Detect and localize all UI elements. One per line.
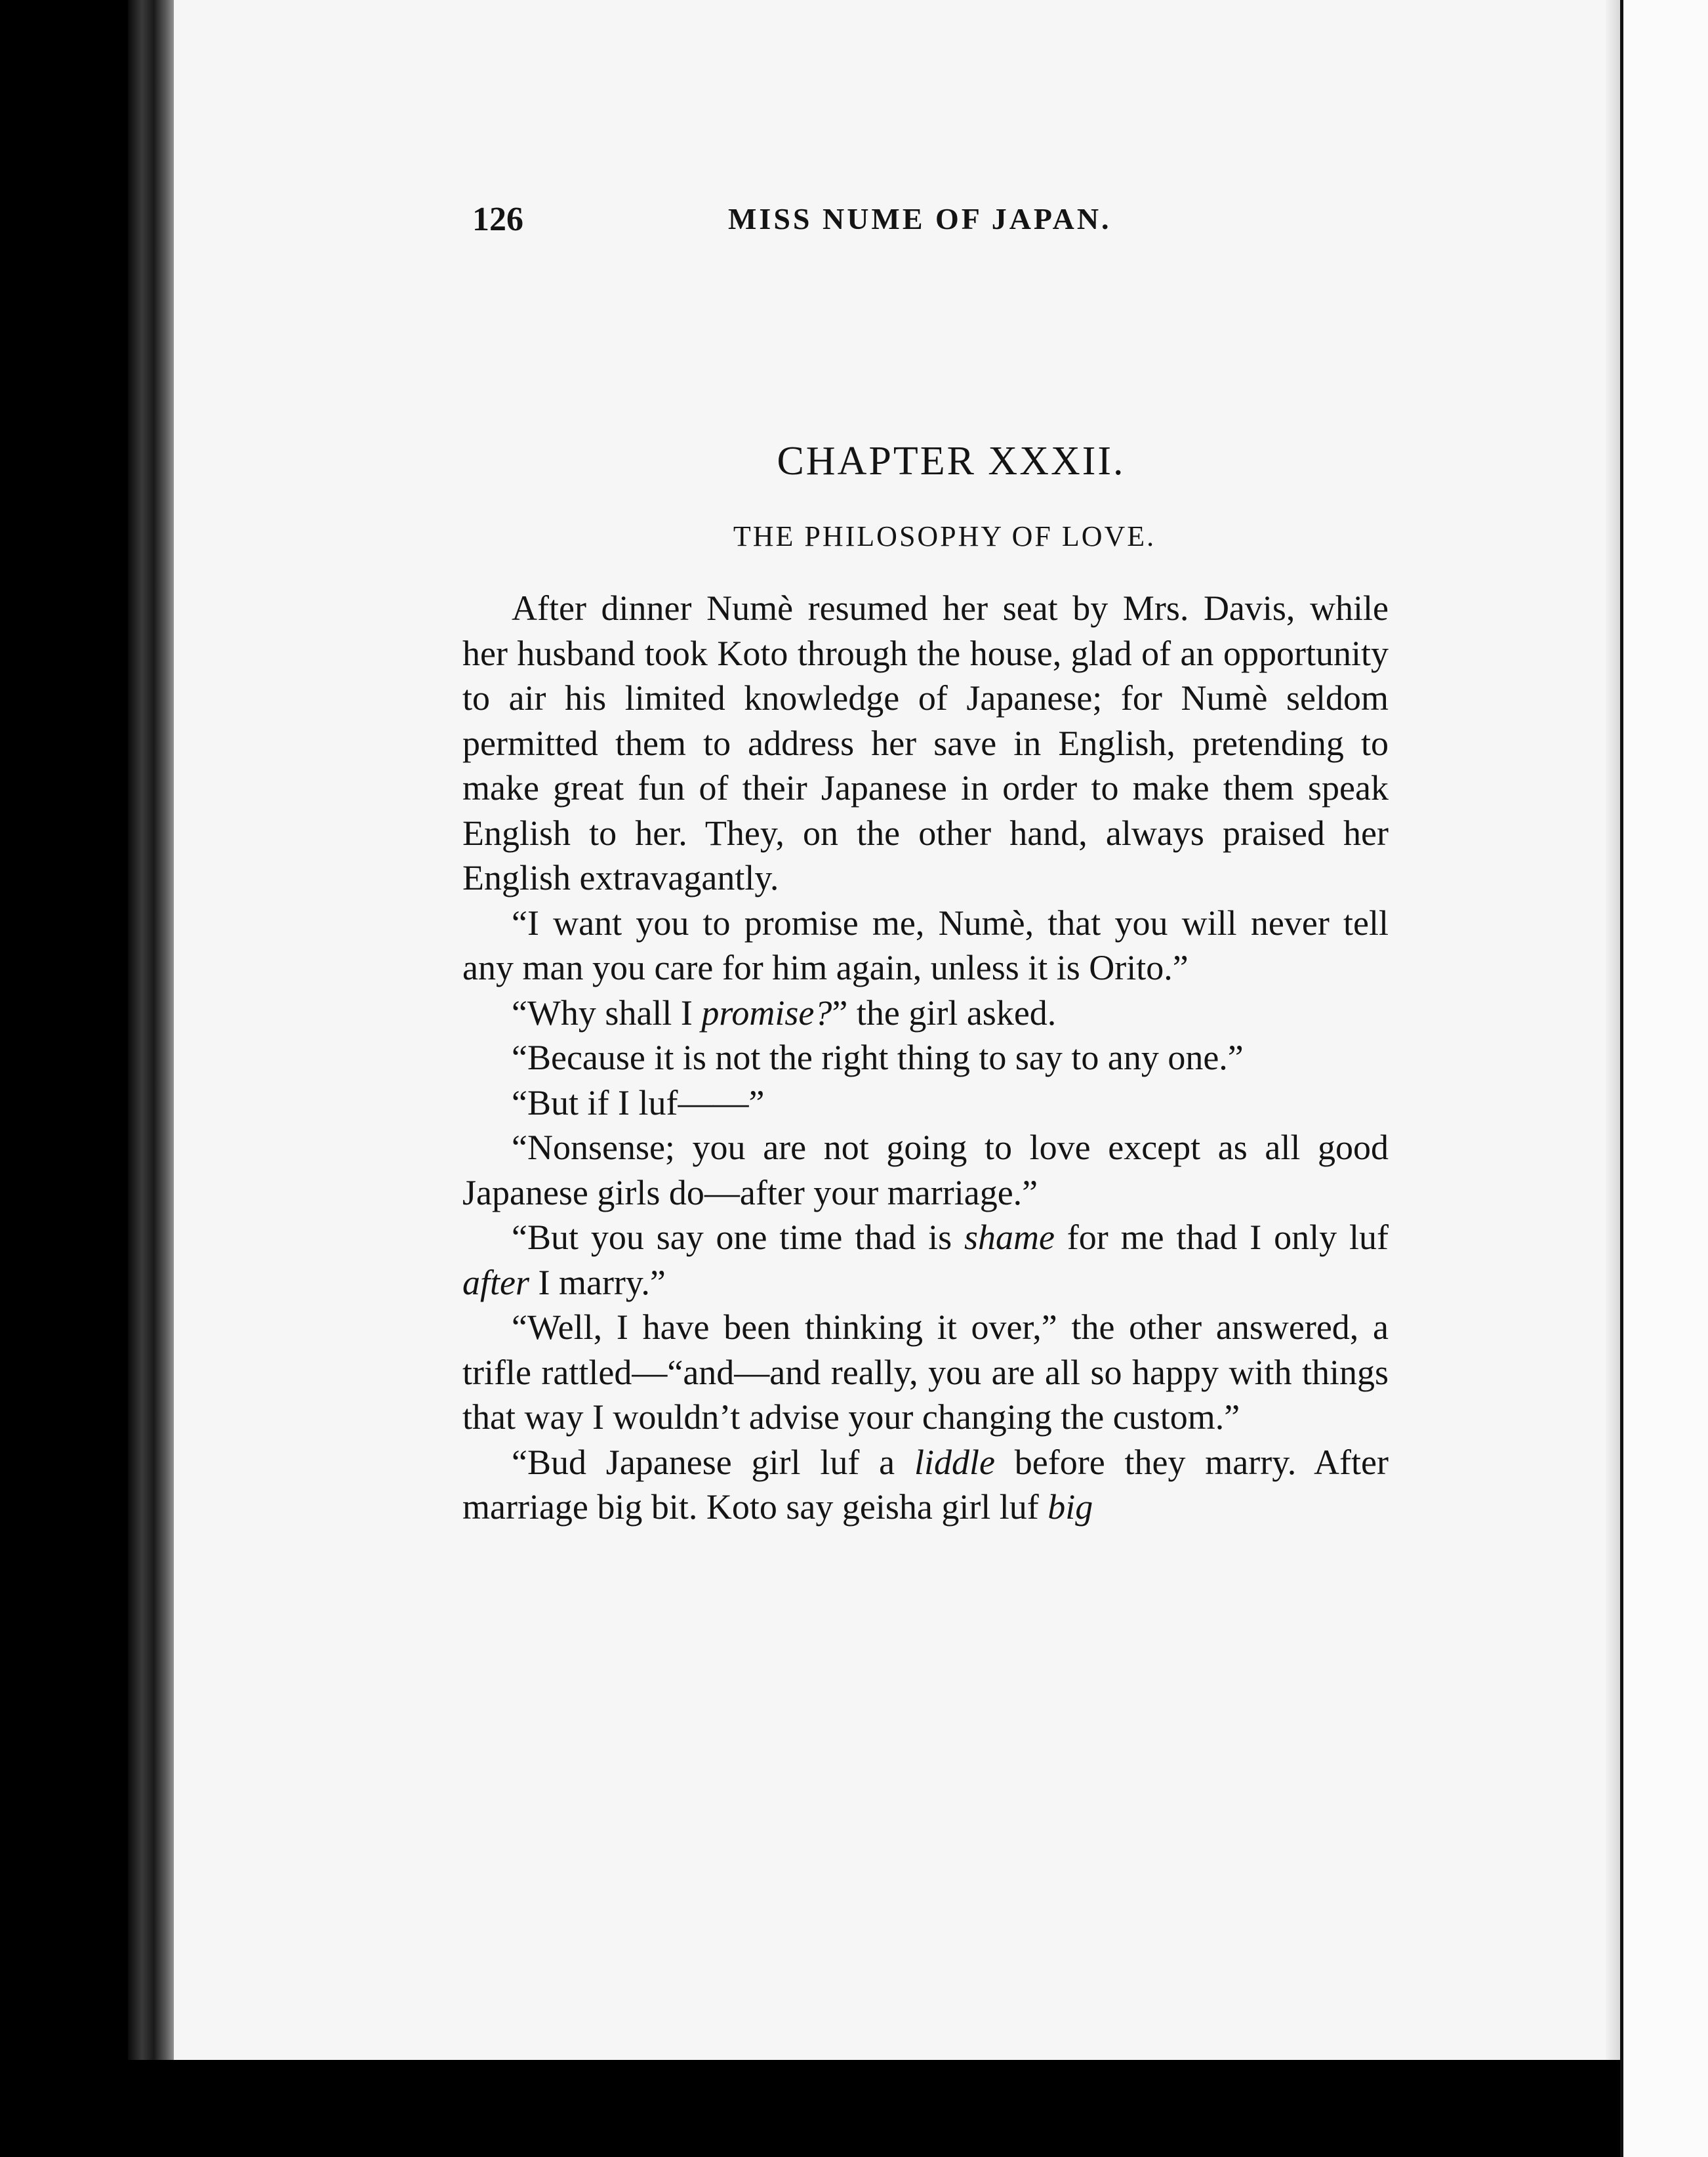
chapter-title: CHAPTER XXXII. <box>777 439 1126 483</box>
text-run: “I want you to promise me, Numè, that you will never tell any man you care for him again, unless it is Orito.” <box>462 903 1389 987</box>
running-header <box>472 200 1391 253</box>
page-edge-shadow <box>1606 0 1620 2073</box>
body-text <box>462 586 1389 1530</box>
paragraph <box>462 1125 1389 1215</box>
paragraph <box>462 1080 1389 1126</box>
paragraph <box>462 991 1389 1036</box>
right-page-edge <box>1620 0 1708 2157</box>
text-run: “Why shall I <box>512 993 702 1033</box>
text-run: After dinner Numè resumed her seat by Mrs. Davis, while her husband took Koto through the house, glad of an opportunity to air his limited knowledge of Japanese; for Numè seldom permitted them to address her save in English, pretending to make great fun of their Japanese in order to make them speak English to her. They, on the other hand, always praised her English extravagantly. <box>462 588 1389 897</box>
text-run: “Nonsense; you are not going to love except as all good Japanese girls do—after your marriage.” <box>462 1128 1389 1212</box>
italic-text: liddle <box>914 1442 995 1482</box>
text-run: “But you say one time thad is <box>512 1218 964 1257</box>
text-run: “Bud Japanese girl luf a <box>512 1442 914 1482</box>
text-run: “But if I luf——” <box>512 1082 765 1122</box>
page-number: 126 <box>472 201 523 238</box>
running-title: MISS NUME OF JAPAN. <box>728 202 1112 236</box>
paragraph <box>462 1215 1389 1305</box>
book-binding-gutter <box>128 0 175 2060</box>
paragraph <box>462 1305 1389 1440</box>
paragraph <box>462 586 1389 901</box>
chapter-subtitle: THE PHILOSOPHY OF LOVE. <box>733 520 1156 552</box>
paragraph <box>462 901 1389 991</box>
italic-text: shame <box>964 1218 1055 1257</box>
text-run: I marry.” <box>529 1262 666 1302</box>
bottom-scan-border <box>128 2060 1620 2157</box>
text-run: before they marry. After marriage big bit. Koto say geisha girl luf <box>462 1442 1389 1527</box>
italic-text: after <box>462 1262 529 1302</box>
italic-text: big <box>1047 1487 1093 1527</box>
text-run: ” the girl asked. <box>832 993 1057 1033</box>
paragraph <box>462 1440 1389 1530</box>
text-run: “Well, I have been thinking it over,” the other answered, a trifle rattled—“and—and really, you are all so happy with things that way I wouldn’t advise your changing the custom.” <box>462 1307 1389 1437</box>
text-run: “Because it is not the right thing to say to any one.” <box>512 1038 1244 1077</box>
italic-text: promise? <box>701 993 832 1033</box>
paragraph <box>462 1035 1389 1080</box>
text-run: for me thad I only luf <box>1054 1218 1389 1257</box>
